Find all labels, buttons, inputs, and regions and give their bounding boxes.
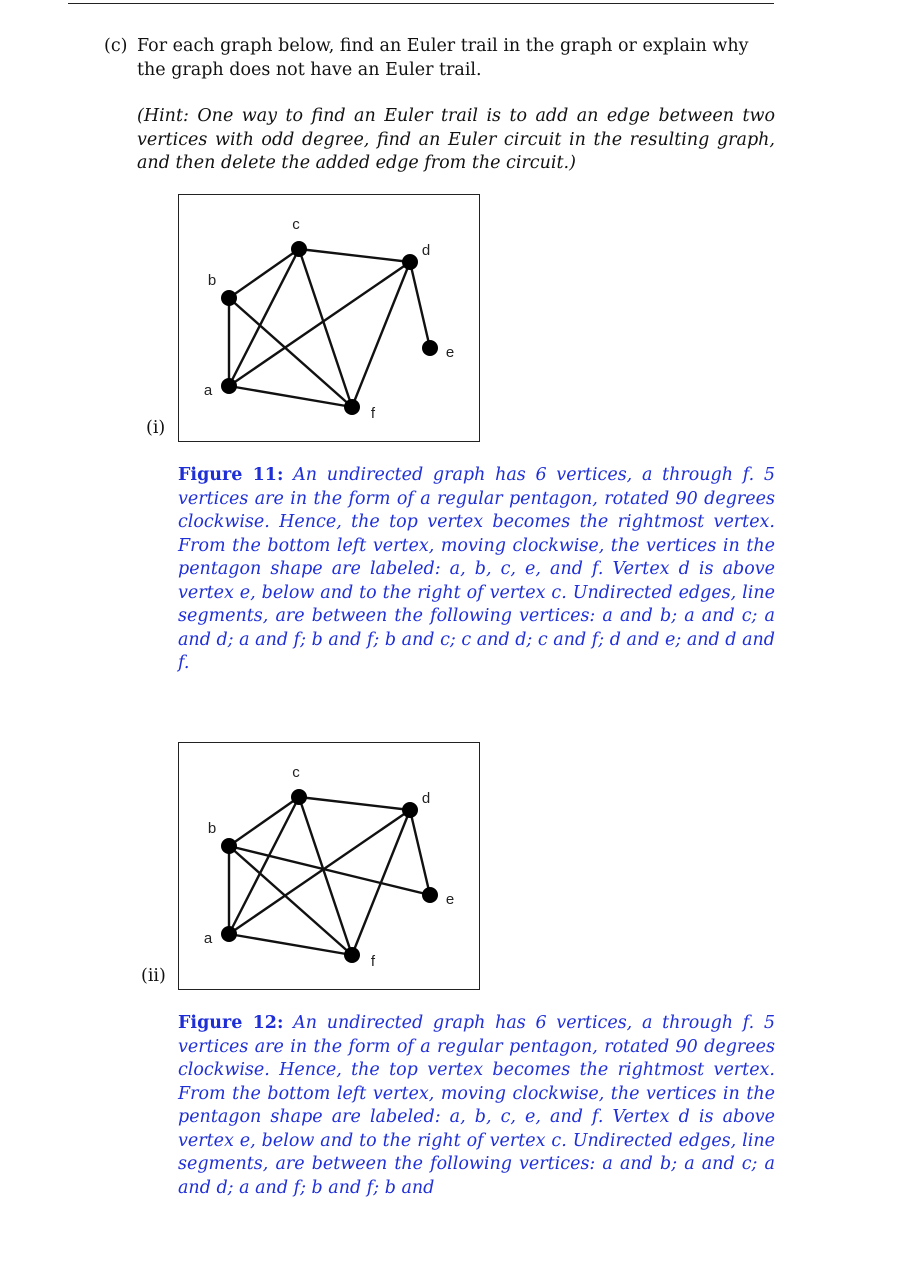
vertex-label-b: b: [207, 820, 217, 837]
figure-12-description: An undirected graph has 6 vertices, a through f. 5 vertices are in the form of a regular pentagon, rotated 90 degrees clockwise. Hence, the top vertex becomes the rightmost vertex. From the bottom left vertex, moving clockwise, the vertices in the pentagon shape are labeled: a, b, c, e, and f. Vertex d is above vertex e, below and to the right of vertex c. Undirected edges, line segments, are between the following vertices: a and b; a and c; a and d; a and f; b and f; b and: [178, 1013, 775, 1198]
vertex-label-d: d: [421, 242, 431, 259]
figure-11-description: An undirected graph has 6 vertices, a through f. 5 vertices are in the form of a regular pentagon, rotated 90 degrees clockwise. Hence, the top vertex becomes the rightmost vertex. From the bottom left vertex, moving clockwise, the vertices in the pentagon shape are labeled: a, b, c, e, and f. Vertex d is above vertex e, below and to the right of vertex c. Undirected edges, line segments, are between the following vertices: a and b; a and c; a and d; a and f; b and f; b and c; c and d; c and f; d and e; and d and f.: [178, 465, 775, 673]
edge-a-d: [229, 262, 410, 386]
figure-11-title: Figure 11:: [178, 465, 284, 485]
vertex-a: [221, 378, 237, 394]
edge-b-c: [229, 797, 299, 846]
graph-11-svg: [179, 195, 479, 441]
vertex-label-c: c: [292, 216, 300, 233]
vertex-label-f: f: [370, 953, 376, 970]
edge-b-c: [229, 249, 299, 298]
graph-figure-12: [178, 742, 480, 990]
vertex-d: [402, 254, 418, 270]
top-rule: [68, 3, 774, 4]
vertex-label-a: a: [203, 930, 213, 947]
vertex-label-f: f: [370, 405, 376, 422]
question-label: (c): [104, 36, 128, 56]
vertex-label-e: e: [445, 344, 455, 361]
vertex-label-d: d: [421, 790, 431, 807]
vertex-d: [402, 802, 418, 818]
edge-d-e: [410, 810, 430, 895]
edge-c-d: [299, 249, 410, 262]
vertex-a: [221, 926, 237, 942]
vertex-f: [344, 399, 360, 415]
edge-d-e: [410, 262, 430, 348]
vertex-c: [291, 789, 307, 805]
hint-text: (Hint: One way to find an Euler trail is to add an edge between two vertices with odd degree, find an Euler circuit in the resulting graph, and then delete the added edge from the circuit.): [137, 106, 775, 173]
edge-d-f: [352, 810, 410, 955]
edge-d-f: [352, 262, 410, 407]
question-text: For each graph below, find an Euler trail in the graph or explain why the graph does not have an Euler trail.: [137, 36, 749, 80]
graph-figure-11: [178, 194, 480, 442]
edge-a-c: [229, 249, 299, 386]
vertex-b: [221, 290, 237, 306]
figure-12-caption: [178, 1012, 775, 1200]
figure-12-title: Figure 12:: [178, 1013, 284, 1033]
edge-c-d: [299, 797, 410, 810]
vertex-label-a: a: [203, 382, 213, 399]
part-label-ii: (ii): [141, 966, 166, 986]
edge-a-d: [229, 810, 410, 934]
part-label-i: (i): [146, 418, 166, 438]
figure-11-caption: [178, 464, 775, 676]
graph-12-svg: [179, 743, 479, 989]
vertex-c: [291, 241, 307, 257]
vertex-b: [221, 838, 237, 854]
edge-a-c: [229, 797, 299, 934]
vertex-label-c: c: [292, 764, 300, 781]
vertex-e: [422, 887, 438, 903]
vertex-e: [422, 340, 438, 356]
vertex-label-b: b: [207, 272, 217, 289]
vertex-f: [344, 947, 360, 963]
vertex-label-e: e: [445, 891, 455, 908]
